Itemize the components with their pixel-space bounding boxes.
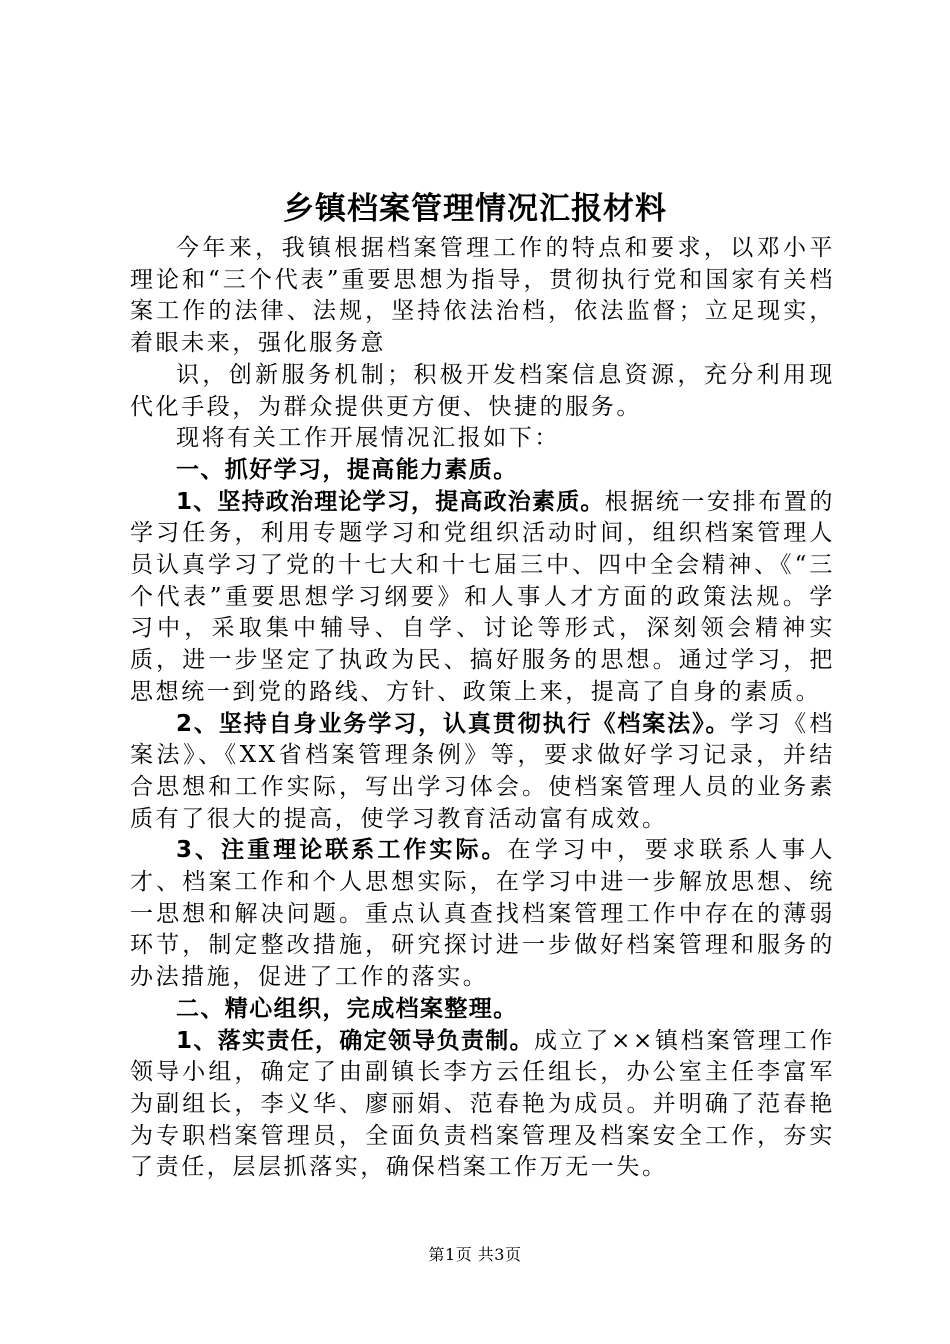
item-lead: 2、坚持自身业务学习，认真贯彻执行《档案法》。 [176, 710, 731, 737]
document-title: 乡镇档案管理情况汇报材料 [283, 191, 667, 227]
item-lead: 1、坚持政治理论学习，提高政治素质。 [176, 488, 605, 515]
section-heading-1: 一、抓好学习，提高能力素质。 [176, 456, 518, 483]
item-text: 学习《档案法》、《XX省档案管理条例》等，要求做好学习记录，并结合思想和工作实际，写出学习体会。使档案管理人员的业务素质有了很大的提高，使学习教育活动富有成效。 [130, 710, 836, 832]
item-lead: 1、落实责任，确定领导负责制。 [176, 1027, 534, 1054]
paragraph-item-2-1 [130, 1026, 835, 1185]
section-heading-2: 二、精心组织，完成档案整理。 [176, 995, 518, 1022]
item-text: 根据统一安排布置的学习任务，利用专题学习和党组织活动时间，组织档案管理人员认真学习了党的十七大和十七届三中、四中全会精神、《“三个代表”重要思想学习纲要》和人事人才方面的政策法规。学习中，采取集中辅导、自学、讨论等形式，深刻领会精神实质，进一步坚定了执政为民、搞好服务的思想。通过学习，把思想统一到党的路线、方针、政策上来，提高了自身的素质。 [130, 488, 836, 705]
paragraph-item-1-3 [130, 835, 835, 994]
document-body [130, 233, 835, 1184]
paragraph-item-1-1 [130, 487, 835, 709]
page-footer: 第1页 共3页 [428, 1245, 522, 1264]
item-lead: 3、注重理论联系工作实际。 [176, 837, 508, 864]
item-text: 成立了××镇档案管理工作领导小组，确定了由副镇长李方云任组长，办公室主任李富军为副组长，李义华、廖丽娟、范春艳为成员。并明确了范春艳为专职档案管理员，全面负责档案管理及档案安全工作，夯实了责任，层层抓落实，确保档案工作万无一失。 [130, 1027, 835, 1181]
paragraph-intro: 今年来，我镇根据档案管理工作的特点和要求，以邓小平理论和“三个代表”重要思想为指导，贯彻执行党和国家有关档案工作的法律、法规，坚持依法治档，依法监督；立足现实，着眼未来，强化服务意 [130, 235, 835, 357]
item-text: 在学习中，要求联系人事人才、档案工作和个人思想实际，在学习中进一步解放思想、统一思想和解决问题。重点认真查找档案管理工作中存在的薄弱环节，制定整改措施，研究探讨进一步做好档案管理和服务的办法措施，促进了工作的落实。 [130, 837, 835, 991]
paragraph-intro-continued: 识，创新服务机制；积极开发档案信息资源，充分利用现代化手段，为群众提供更方便、快捷的服务。 [130, 361, 835, 420]
paragraph-item-1-2 [130, 709, 835, 836]
paragraph-report-lead: 现将有关工作开展情况汇报如下： [176, 425, 560, 452]
